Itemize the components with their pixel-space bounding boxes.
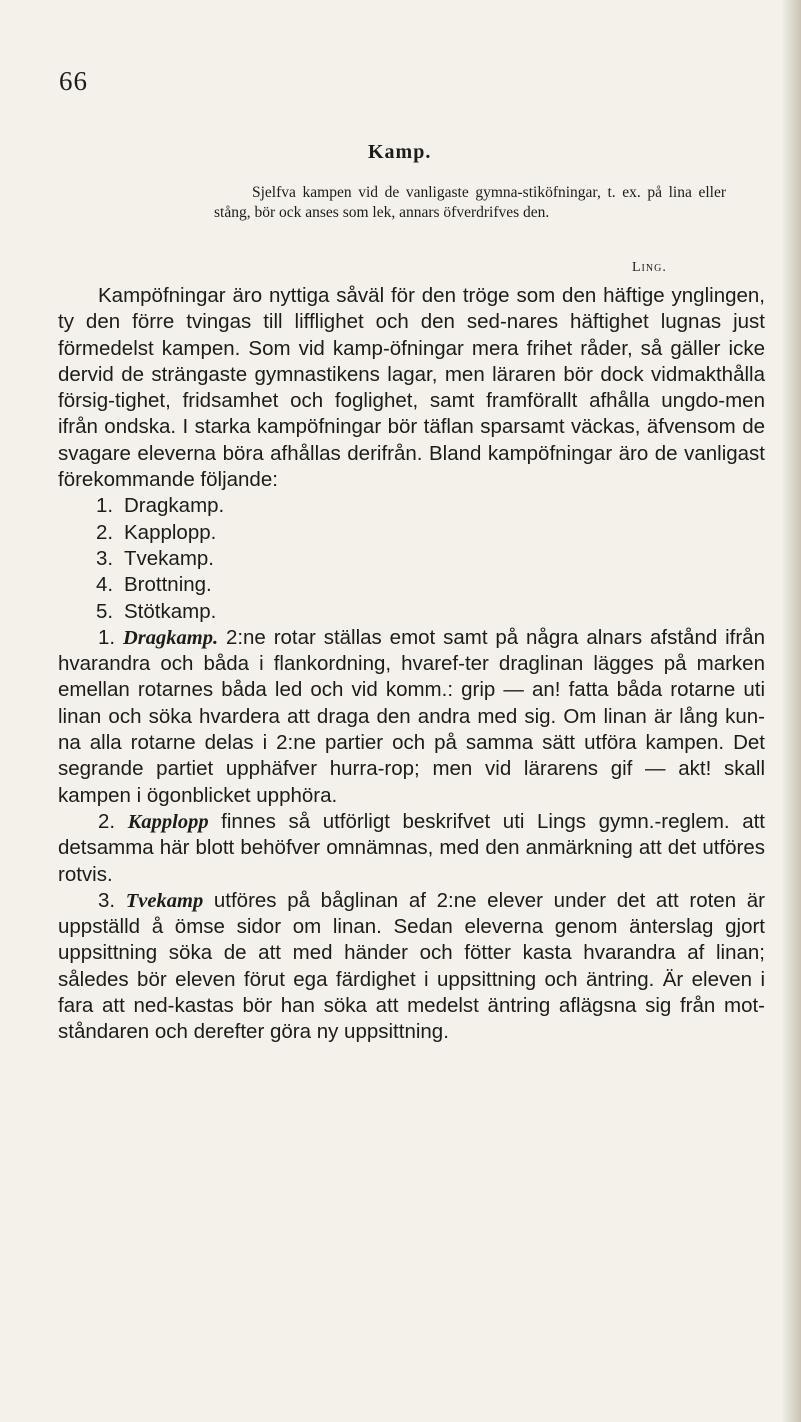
intro-paragraph: Kampöfningar äro nyttiga såväl för den tröge som den häftige ynglingen, ty den förre tvingas till lifflighet och den sed-nares häftighet lugnas just förmedelst kampen. Som vid kamp-öfningar mera frihet råder, så gäller icke dervid de strängaste gymnastikens lagar, men läraren bör dock vidmakthålla försig-tighet, fridsamhet och foglighet, samt framförallt afhålla ungdo-men ifrån ondska. I starka kampöfningar bör täflan sparsamt väckas, äfvensom de svagare eleverna böra afhållas derifrån. Bland kampöfningar äro de vanligast förekommande följande: bbox=[58, 284, 765, 492]
epigraph-author: Ling. bbox=[632, 260, 667, 275]
list-item bbox=[58, 599, 765, 625]
epigraph-text: Sjelfva kampen vid de vanligaste gymna-stiköfningar, t. ex. på lina eller stång, bör ock anses som lek, annars öfverdrifves den. bbox=[214, 184, 726, 221]
section-term: Kapplopp bbox=[127, 810, 209, 833]
section-tvekamp bbox=[58, 888, 765, 1046]
list-item-label: Tvekamp. bbox=[124, 546, 214, 570]
list-item-number: 5. bbox=[96, 599, 114, 623]
list-item-label: Stötkamp. bbox=[124, 599, 217, 623]
list-item bbox=[58, 493, 765, 519]
section-text: finnes så utförligt beskrifvet uti Lings gymn.-reglem. att detsamma här blott behöfver omnämnas, med den anmärkning att det utföres rotvis. bbox=[58, 809, 766, 886]
section-text: 2:ne rotar ställas emot samt på några alnars afstånd ifrån hvarandra och båda i flankordning, hvaref-ter draglinan lägges på marken emellan rotarnes båda led och vid komm.: grip — an! fatta båda rotarne uti linan och söka hvardera att draga den andra med sig. Om linan är lång kun-na alla rotarne delas i 2:ne partier och på samma sätt utföra kampen. Det segrande partiet upphäfver hurra-rop; men vid lärarens gif — akt! skall kampen i ögonblicket upphöra. bbox=[58, 625, 765, 807]
list-item-label: Brottning. bbox=[124, 573, 212, 597]
section-number: 1. bbox=[98, 625, 116, 649]
list-item-label: Kapplopp. bbox=[124, 520, 217, 544]
list-item-number: 1. bbox=[96, 494, 114, 518]
list-item-number: 2. bbox=[96, 520, 114, 544]
list-item-number: 4. bbox=[96, 573, 114, 597]
section-term: Dragkamp. bbox=[122, 626, 219, 649]
list-item bbox=[58, 546, 765, 572]
section-number: 3. bbox=[98, 888, 116, 912]
body-text bbox=[58, 283, 765, 1046]
exercise-list bbox=[58, 493, 765, 624]
page-number: 66 bbox=[59, 66, 88, 96]
page-edge-shadow bbox=[781, 0, 801, 1422]
list-item bbox=[58, 572, 765, 598]
section-number: 2. bbox=[98, 809, 116, 833]
list-item-number: 3. bbox=[96, 546, 114, 570]
list-item bbox=[58, 520, 765, 546]
list-item-label: Dragkamp. bbox=[124, 494, 225, 518]
section-dragkamp bbox=[58, 625, 765, 809]
section-kapplopp bbox=[58, 809, 765, 888]
section-term: Tvekamp bbox=[125, 889, 204, 912]
section-heading: Kamp. bbox=[368, 141, 432, 163]
section-text: utföres på båglinan af 2:ne elever under det att roten är uppställd å ömse sidor om linan. Sedan eleverna genom änterslag gjort uppsittning söka de att med händer och fötter kasta hvarandra af linan; således bör eleven förut ega färdighet i uppsittning och äntring. Är eleven i fara att ned-kastas bör han söka att medelst äntring aflägsna sig från mot-ståndaren och derefter göra ny uppsittning. bbox=[58, 888, 765, 1044]
